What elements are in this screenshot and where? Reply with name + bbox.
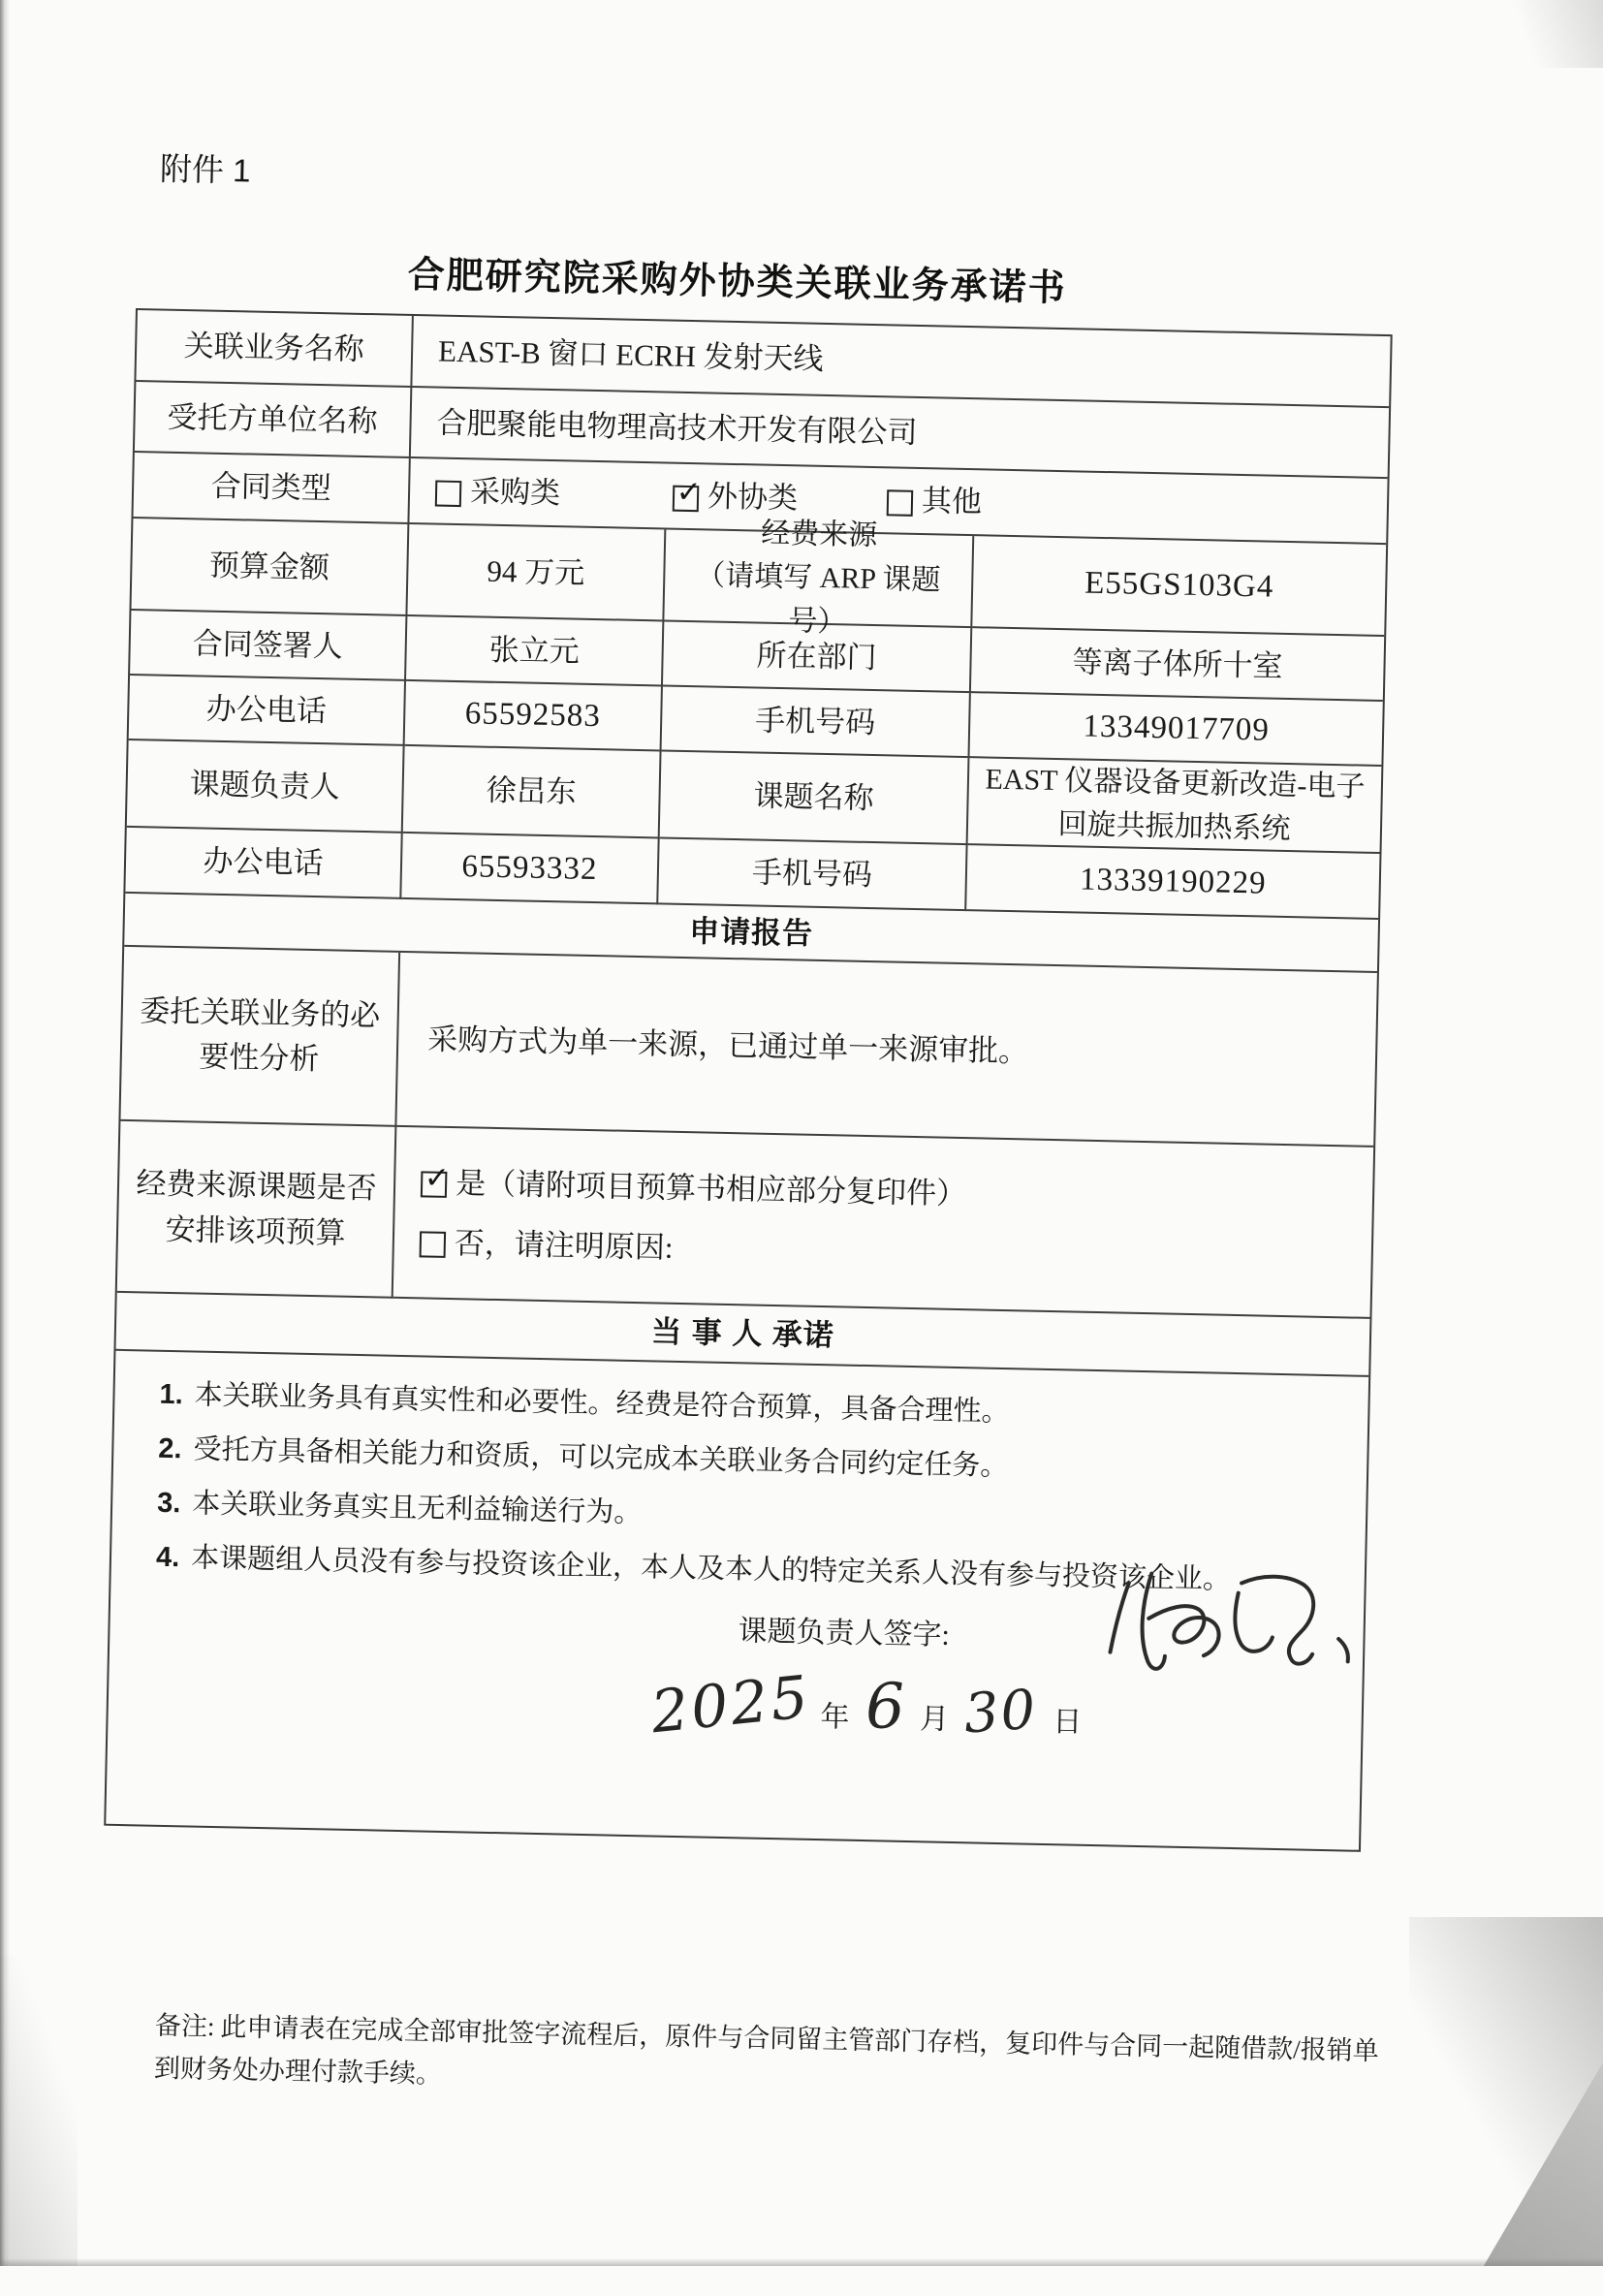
mobile-1-label: 手机号码 xyxy=(662,686,971,758)
business-name-value: EAST-B 窗口 ECRH 发射天线 xyxy=(412,316,1390,408)
project-value: EAST 仪器设备更新改造-电子回旋共振加热系统 xyxy=(968,758,1382,854)
office-phone-2-value: 65593332 xyxy=(401,833,659,905)
commitment-item: 3. 本关联业务真实且无利益输送行为。 xyxy=(156,1487,643,1529)
project-label: 课题名称 xyxy=(660,751,970,845)
business-name-label: 关联业务名称 xyxy=(136,310,413,388)
checkbox-outsourcing: ✓ xyxy=(673,485,700,512)
pi-value: 徐旵东 xyxy=(403,746,662,839)
handwritten-date xyxy=(647,1660,1092,1753)
application-report-header: 申请报告 xyxy=(124,894,1378,973)
checkbox-yes: ✓ xyxy=(421,1171,448,1198)
checkbox-no xyxy=(420,1231,447,1258)
form-table xyxy=(104,308,1393,1852)
necessity-value: 采购方式为单一来源，已通过单一来源审批。 xyxy=(396,953,1377,1148)
checkbox-other xyxy=(887,489,914,517)
attachment-label: 附件 1 xyxy=(159,150,251,189)
mobile-1-value: 13349017709 xyxy=(969,693,1382,767)
checkbox-procurement xyxy=(435,480,462,507)
commitment-header: 当 事 人 承诺 xyxy=(115,1293,1369,1377)
option-procurement-label: 采购类 xyxy=(469,474,561,511)
date-month: 6 xyxy=(864,1670,906,1745)
scan-edge-left xyxy=(0,0,10,2266)
signature-label: 课题负责人签字: xyxy=(738,1615,951,1651)
office-phone-1-label: 办公电话 xyxy=(129,676,406,746)
signer-value: 张立元 xyxy=(406,616,664,687)
commitment-item: 4. 本课题组人员没有参与投资该企业，本人及本人的特定关系人没有参与投资该企业。 xyxy=(155,1541,1232,1595)
budget-arranged-options xyxy=(393,1127,1373,1319)
mobile-2-label: 手机号码 xyxy=(658,838,967,911)
commitment-item: 1. 本关联业务具有真实性和必要性。经费是符合预算，具备合理性。 xyxy=(159,1378,1010,1429)
footer-note-prefix: 备注: xyxy=(154,2010,215,2042)
date-day: 30 xyxy=(962,1678,1040,1746)
scan-edge-bottom xyxy=(0,2258,1603,2266)
option-yes xyxy=(421,1162,967,1214)
date-year-unit: 年 xyxy=(820,1701,850,1734)
footer-note xyxy=(154,2005,1389,2116)
office-phone-2-label: 办公电话 xyxy=(125,828,402,899)
option-outsourcing-label: 外协类 xyxy=(707,479,799,516)
footer-note-text: 此申请表在完成全部审批签字流程后，原件与合同留主管部门存档，复印件与合同一起随借款/报销单到财务处办理付款手续。 xyxy=(153,2012,1379,2089)
trustee-value: 合肥聚能电物理高技术开发有限公司 xyxy=(411,388,1389,479)
department-value: 等离子体所十室 xyxy=(971,628,1384,702)
option-no-label: 否，请注明原因: xyxy=(454,1225,674,1265)
funding-source-value: E55GS103G4 xyxy=(972,536,1386,637)
office-phone-1-value: 65592583 xyxy=(405,681,663,752)
scan-shadow-top-right xyxy=(1496,0,1603,68)
pi-label: 课题负责人 xyxy=(127,740,405,833)
department-label: 所在部门 xyxy=(663,621,972,693)
option-procurement xyxy=(435,471,561,515)
necessity-label: 委托关联业务的必要性分析 xyxy=(120,947,400,1127)
handwritten-signature xyxy=(1094,1542,1374,1705)
budget-value: 94 万元 xyxy=(407,524,666,622)
budget-arranged-label: 经费来源课题是否安排该项预算 xyxy=(117,1121,397,1299)
option-other-label: 其他 xyxy=(921,484,983,519)
commitment-cell xyxy=(106,1351,1368,1850)
budget-label: 预算金额 xyxy=(131,519,409,616)
date-day-unit: 日 xyxy=(1053,1706,1083,1739)
date-year: 2025 xyxy=(647,1663,814,1747)
signer-label: 合同签署人 xyxy=(130,611,407,681)
option-no xyxy=(419,1222,673,1268)
scan-shadow-bottom-left xyxy=(0,1956,78,2266)
commitment-item: 2. 受托方具备相关能力和资质，可以完成本关联业务合同约定任务。 xyxy=(158,1432,1009,1483)
mobile-2-value: 13339190229 xyxy=(966,845,1379,920)
document-title: 合肥研究院采购外协类关联业务承诺书 xyxy=(407,254,1068,310)
funding-source-label: 经费来源 （请填写 ARP 课题号） xyxy=(664,530,974,629)
contract-type-label: 合同类型 xyxy=(133,453,410,524)
date-month-unit: 月 xyxy=(919,1703,950,1736)
option-yes-label: 是（请附项目预算书相应部分复印件） xyxy=(455,1165,967,1211)
trustee-label: 受托方单位名称 xyxy=(135,382,412,458)
